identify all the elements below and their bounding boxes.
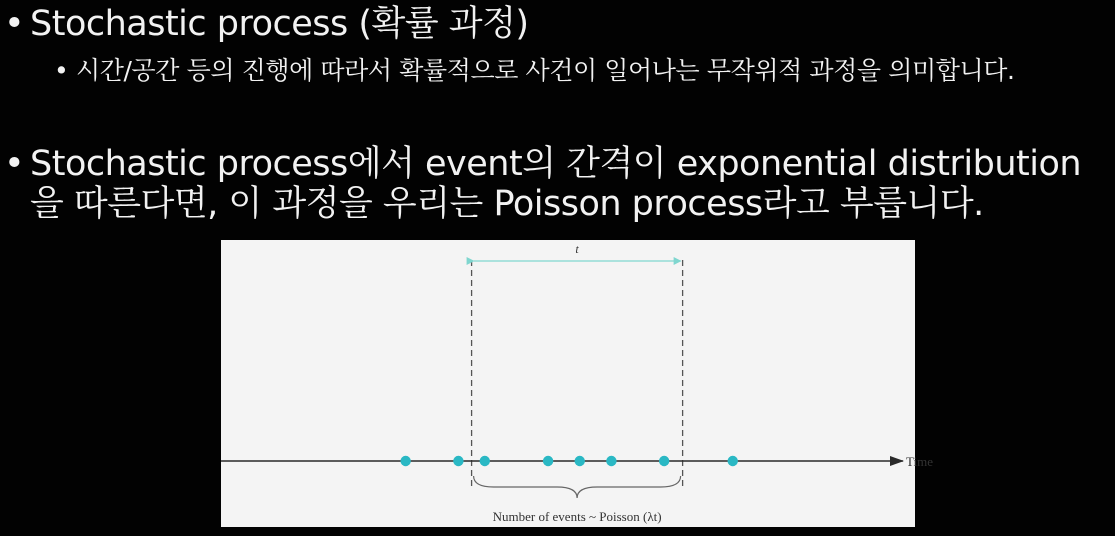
event-dot <box>453 456 463 466</box>
count-brace <box>474 476 681 498</box>
bullet-poisson-process <box>4 144 1112 224</box>
event-dot <box>728 456 738 466</box>
event-dot <box>400 456 410 466</box>
bullet-stochastic-process <box>4 4 1109 44</box>
time-axis-label: Time <box>906 454 933 469</box>
bullet-text: Stochastic process에서 event의 간격이 exponential distribution을 따른다면, 이 과정을 우리는 Poisson process라고 부릅니다. <box>30 144 1082 224</box>
bullet-marker: • <box>4 4 25 44</box>
poisson-process-diagram <box>221 240 933 527</box>
bullet-marker: • <box>54 56 69 85</box>
bullet-text: Stochastic process (확률 과정) <box>30 4 529 44</box>
event-dot <box>659 456 669 466</box>
brace-label: Number of events ~ Poisson (λt) <box>492 509 662 524</box>
interval-label: t <box>575 242 579 256</box>
bullet-marker: • <box>4 144 25 184</box>
diagram-canvas <box>221 240 933 527</box>
sub-bullet-definition <box>54 56 1112 86</box>
event-dot <box>575 456 585 466</box>
event-dot <box>480 456 490 466</box>
event-dot <box>606 456 616 466</box>
event-dot <box>543 456 553 466</box>
bullet-text: 시간/공간 등의 진행에 따라서 확률적으로 사건이 일어나는 무작위적 과정을 의미합니다. <box>76 56 1015 85</box>
